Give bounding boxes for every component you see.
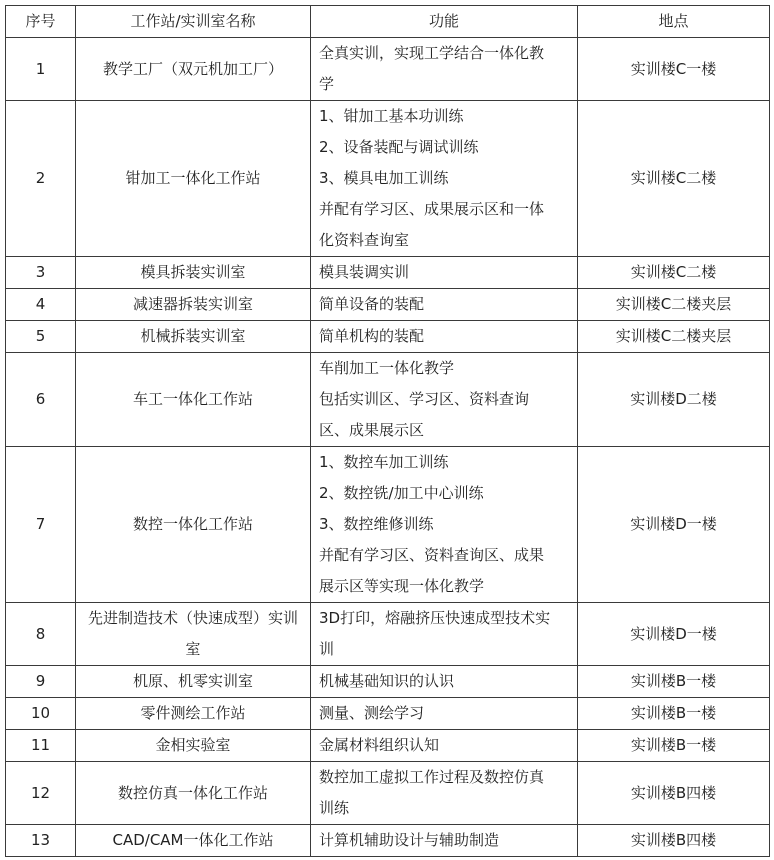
cell-no: 2 [6,101,76,257]
cell-function [311,762,578,825]
cell-name: 机原、机零实训室 [76,666,311,698]
function-line: 模具装调实训 [319,263,410,281]
table-row [6,666,770,698]
table-row [6,257,770,289]
cell-no: 9 [6,666,76,698]
cell-no: 4 [6,289,76,321]
cell-name: 零件测绘工作站 [76,698,311,730]
cell-name: 减速器拆装实训室 [76,289,311,321]
cell-no: 10 [6,698,76,730]
cell-location: 实训楼C一楼 [578,38,770,101]
function-line: 区、成果展示区 [319,421,425,439]
function-line: 测量、测绘学习 [319,704,425,722]
cell-location: 实训楼D二楼 [578,353,770,447]
cell-function [311,101,578,257]
cell-no: 5 [6,321,76,353]
function-line: 车削加工一体化教学 [319,359,455,377]
function-line: 训练 [319,799,350,817]
cell-function [311,321,578,353]
table-row [6,38,770,101]
table-row [6,698,770,730]
cell-name: 模具拆装实训室 [76,257,311,289]
cell-location: 实训楼B一楼 [578,666,770,698]
table-row [6,289,770,321]
function-line: 化资料查询室 [319,231,410,249]
cell-no: 1 [6,38,76,101]
cell-no: 12 [6,762,76,825]
cell-location: 实训楼C二楼夹层 [578,289,770,321]
cell-location: 实训楼B一楼 [578,730,770,762]
function-line: 机械基础知识的认识 [319,672,455,690]
cell-name: 教学工厂（双元机加工厂） [76,38,311,101]
cell-name: 金相实验室 [76,730,311,762]
cell-function [311,38,578,101]
function-line: 并配有学习区、成果展示区和一体 [319,200,545,218]
cell-function [311,289,578,321]
function-line: 包括实训区、学习区、资料查询 [319,390,530,408]
cell-location: 实训楼C二楼夹层 [578,321,770,353]
function-line: 金属材料组织认知 [319,736,440,754]
table-row [6,321,770,353]
function-line: 展示区等实现一体化教学 [319,577,485,595]
lab-table [5,5,770,857]
cell-function [311,257,578,289]
function-line: 简单设备的装配 [319,295,425,313]
cell-name: 数控仿真一体化工作站 [76,762,311,825]
cell-location: 实训楼D一楼 [578,447,770,603]
cell-location: 实训楼C二楼 [578,257,770,289]
cell-function [311,603,578,666]
cell-no: 7 [6,447,76,603]
cell-function [311,353,578,447]
table-row [6,101,770,257]
header-location: 地点 [578,6,770,38]
header-row [6,6,770,38]
function-line: 数控加工虚拟工作过程及数控仿真 [319,768,545,786]
cell-name: 钳加工一体化工作站 [76,101,311,257]
function-line: 2、数控铣/加工中心训练 [319,484,484,502]
cell-function [311,825,578,857]
function-line: 并配有学习区、资料查询区、成果 [319,546,545,564]
cell-name: 机械拆装实训室 [76,321,311,353]
cell-no: 8 [6,603,76,666]
function-line: 2、设备装配与调试训练 [319,138,479,156]
function-line: 3D打印，熔融挤压快速成型技术实 [319,609,551,627]
cell-location: 实训楼B四楼 [578,825,770,857]
function-line: 学 [319,75,335,93]
cell-location: 实训楼B一楼 [578,698,770,730]
cell-function [311,447,578,603]
table-row [6,730,770,762]
cell-function [311,698,578,730]
cell-no: 11 [6,730,76,762]
function-line: 简单机构的装配 [319,327,425,345]
cell-name: 先进制造技术（快速成型）实训室 [76,603,311,666]
function-line: 计算机辅助设计与辅助制造 [319,831,500,849]
cell-location: 实训楼B四楼 [578,762,770,825]
function-line: 3、模具电加工训练 [319,169,449,187]
function-line: 训 [319,640,335,658]
function-line: 1、数控车加工训练 [319,453,449,471]
cell-name: CAD/CAM一体化工作站 [76,825,311,857]
header-no: 序号 [6,6,76,38]
cell-name: 车工一体化工作站 [76,353,311,447]
table-row [6,447,770,603]
table-row [6,762,770,825]
cell-function [311,666,578,698]
cell-function [311,730,578,762]
header-name: 工作站/实训室名称 [76,6,311,38]
header-function: 功能 [311,6,578,38]
cell-name: 数控一体化工作站 [76,447,311,603]
table-row [6,353,770,447]
function-line: 全真实训，实现工学结合一体化教 [319,44,545,62]
cell-location: 实训楼C二楼 [578,101,770,257]
cell-no: 13 [6,825,76,857]
table-row [6,825,770,857]
table-body [6,38,770,857]
function-line: 3、数控维修训练 [319,515,434,533]
cell-no: 6 [6,353,76,447]
table-row [6,603,770,666]
cell-no: 3 [6,257,76,289]
function-line: 1、钳加工基本功训练 [319,107,464,125]
cell-location: 实训楼D一楼 [578,603,770,666]
